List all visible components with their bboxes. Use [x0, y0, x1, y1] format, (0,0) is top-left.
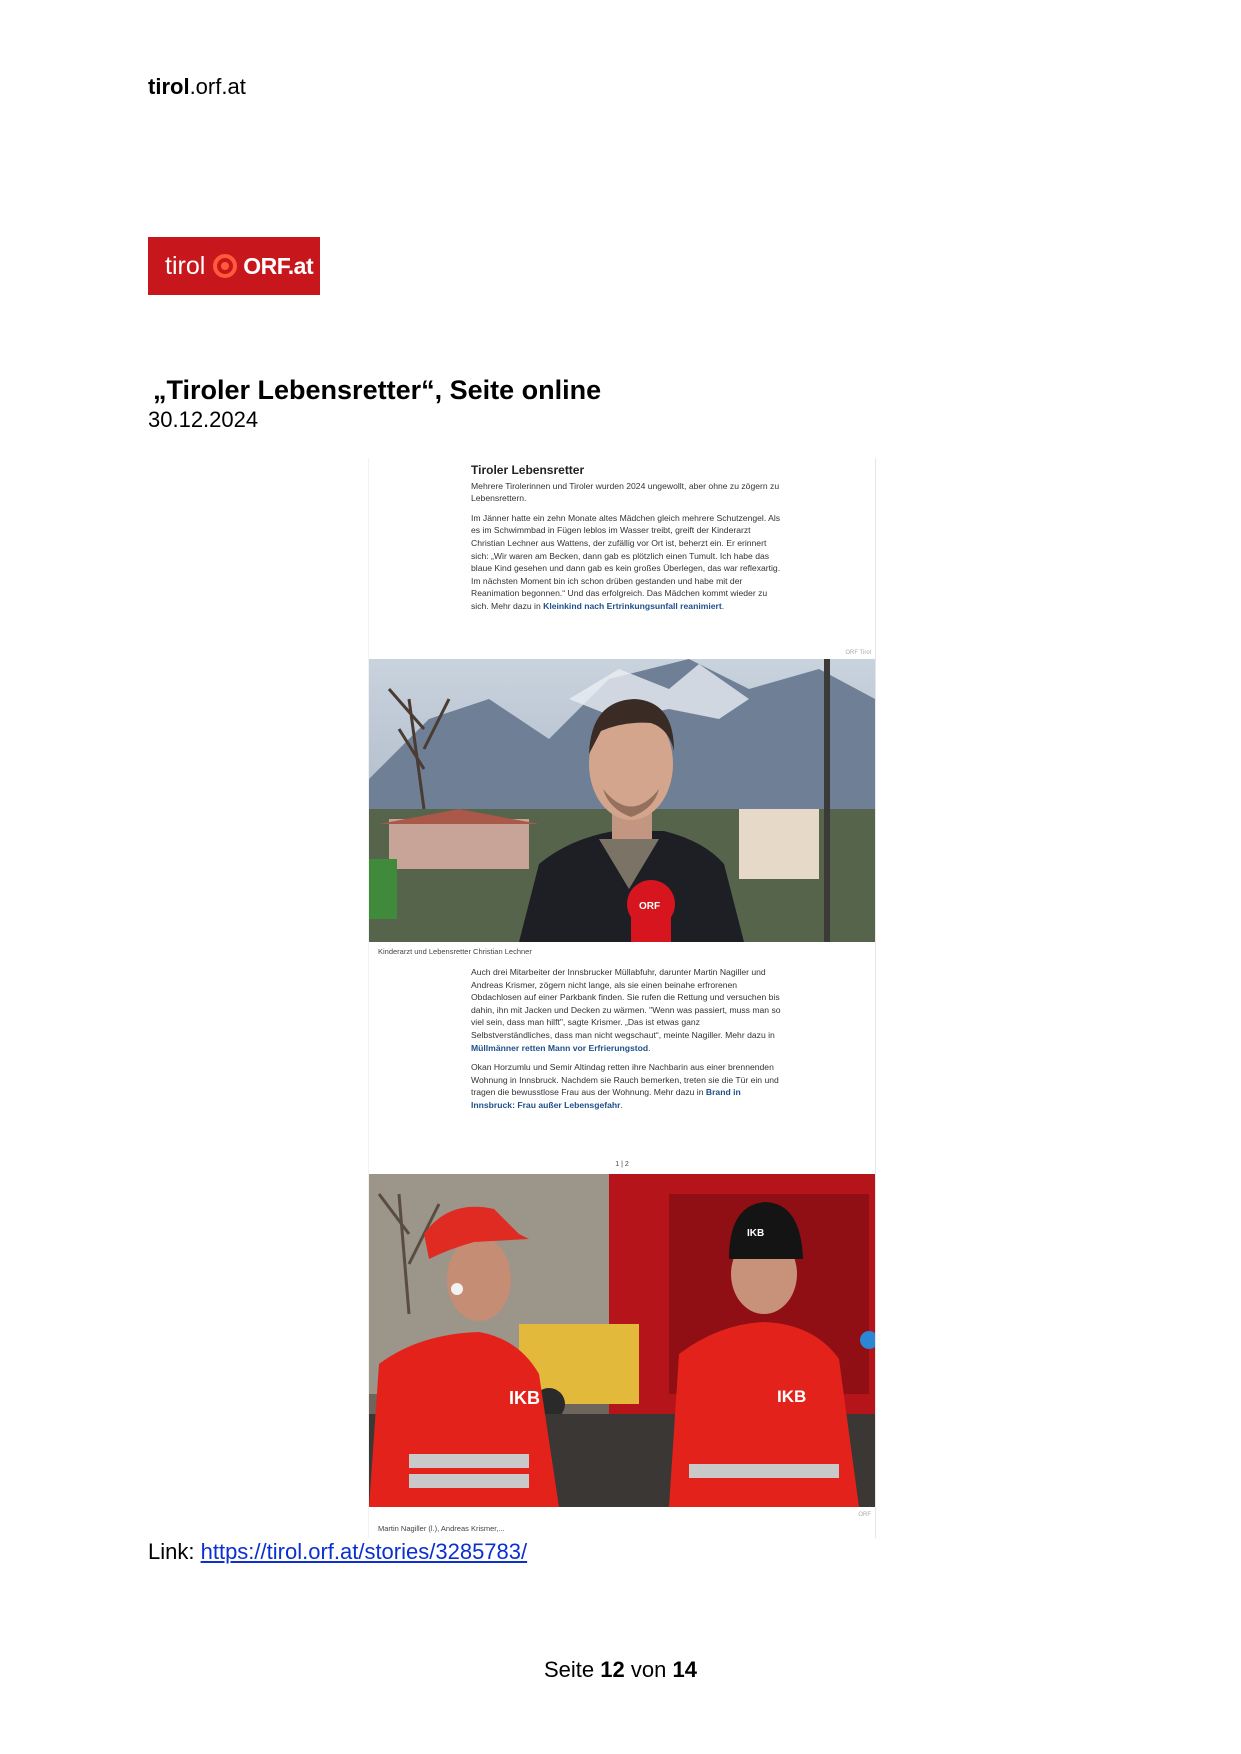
page-footer: Seite 12 von 14	[544, 1657, 697, 1682]
article-paragraph-1: Im Jänner hatte ein zehn Monate altes Mädchen gleich mehrere Schutzengel. Als es im Schwimmbad in Fügen leblos im Wasser treibt, greift der Kinderarzt Christian Lechner aus Wattens, der zufällig vor Ort ist, beherzt ein. Er erinnert sich: „Wir waren am Becken, dann gab es plötzlich einen Tumult. Ich habe das blaue Kind gesehen und dann gab es kein großes Überlegen, das war reflexartig. Im nächsten Moment bin ich schon drüben gestanden und habe mit der Reanimation begonnen.“ Und das erfolgreich. Das Mädchen kommt wieder zu sich. Mehr dazu in Kleinkind nach Ertrinkungsunfall reanimiert.	[471, 512, 781, 611]
orf-eye-icon	[213, 254, 237, 278]
source-link[interactable]: https://tirol.orf.at/stories/3285783/	[200, 1539, 528, 1564]
site-name: tirol.orf.at	[148, 74, 246, 99]
article-paragraph-3: Okan Horzumlu und Semir Altindag retten ihre Nachbarin aus einer brennenden Wohnung in Innsbruck. Nachdem sie Rauch bemerken, treten sie die Tür ein und tragen die bewusstlose Frau aus der Wohnung. Mehr dazu in Brand in Innsbruck: Frau außer Lebensgefahr.	[471, 1062, 779, 1110]
ikb-jacket-label: IKB	[509, 1388, 540, 1408]
photo-credit-2: ORF	[858, 1512, 871, 1518]
document-title: „Tiroler Lebensretter“, Seite online	[153, 375, 602, 405]
article-body	[471, 966, 781, 1119]
photo-muellmaenner	[369, 1174, 875, 1507]
ikb-cap-label: IKB	[747, 1228, 765, 1239]
gallery-pager[interactable]: 1 | 2	[615, 1161, 629, 1168]
link-kleinkind[interactable]: Kleinkind nach Ertrinkungsunfall reanimiert	[543, 600, 722, 611]
link-brand-innsbruck[interactable]: Brand in Innsbruck: Frau außer Lebensgefahr	[471, 1087, 741, 1110]
article-paragraph-2: Auch drei Mitarbeiter der Innsbrucker Müllabfuhr, darunter Martin Nagiller und Andreas Krismer, zögern nicht lange, als sie einen beinahe erfrorenen Obdachlosen auf einer Parkbank finden. Sie rufen die Rettung und versuchen bis dahin, ihn mit Jacken und Decken zu wärmen. "Wenn was passiert, muss man so viel sein, dass man hilft", sagte Krismer. „Das ist etwas ganz Selbstverständliches, dass man nicht wegschaut“, meinte Nagiller. Mehr dazu in Müllmänner retten Mann vor Erfrierungstod.	[471, 967, 781, 1053]
article-intro	[471, 464, 781, 620]
article-lead: Mehrere Tirolerinnen und Tiroler wurden 2024 ungewollt, aber ohne zu zögern zu Lebensrettern.	[471, 480, 780, 504]
article-heading: Tiroler Lebensretter	[471, 463, 585, 477]
photo-credit: ORF Tirol	[845, 650, 871, 656]
tirol-orf-logo: tirol ORF.at	[148, 237, 320, 295]
photo-caption-2: Martin Nagiller (l.), Andreas Krismer,...	[378, 1524, 505, 1533]
document-date: 30.12.2024	[148, 407, 259, 432]
link-muellmaenner[interactable]: Müllmänner retten Mann vor Erfrierungstod	[471, 1042, 649, 1053]
article-screenshot	[368, 458, 876, 1538]
photo-caption-1: Kinderarzt und Lebensretter Christian Lechner	[378, 947, 532, 956]
orf-mic-label: ORF	[639, 901, 661, 912]
photo-christian-lechner	[369, 659, 875, 942]
source-link-line: Link: https://tirol.orf.at/stories/3285783/	[148, 1539, 528, 1564]
ikb-jacket-label-right: IKB	[777, 1387, 807, 1406]
